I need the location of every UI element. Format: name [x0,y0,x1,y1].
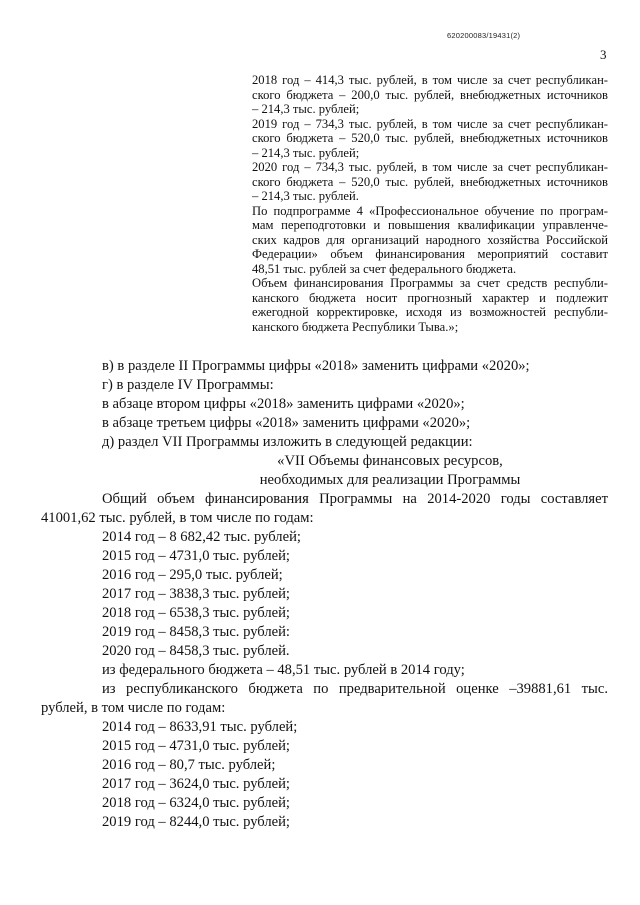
quote-line: ежегодной корректировке, исходя из возможностей республи- [252,305,608,319]
document-body [41,357,608,832]
section-heading-line: необходимых для реализации Программы [259,472,521,488]
body-line: из республиканского бюджета по предварительной оценке –39881,61 тыс. [102,681,608,697]
body-line: 2016 год – 80,7 тыс. рублей; [102,757,276,773]
body-line: 2018 год – 6538,3 тыс. рублей; [102,605,290,621]
quote-line: 48,51 тыс. рублей за счет федерального бюджета. [252,261,517,276]
quote-line: По подпрограмме 4 «Профессиональное обучение по програм- [252,203,608,218]
body-line: д) раздел VII Программы изложить в следующей редакции: [102,434,473,450]
body-line: 2019 год – 8458,3 тыс. рублей: [102,624,290,640]
body-line: в абзаце третьем цифры «2018» заменить цифрами «2020»; [102,415,471,431]
body-line: 2018 год – 6324,0 тыс. рублей; [102,795,290,811]
quoted-amendment-block [252,73,608,334]
quote-line: Федерации» объем финансирования мероприятий составит [252,247,608,261]
quote-line: – 214,3 тыс. рублей; [252,102,360,116]
quote-line: ских кадров для организаций народного хозяйства Российской [252,232,608,247]
body-line: 2019 год – 8244,0 тыс. рублей; [102,814,290,830]
quote-line: канского бюджета Республики Тыва.»; [252,319,459,334]
body-line: Общий объем финансирования Программы на 2014-2020 годы составляет [102,491,608,507]
body-line: в) в разделе II Программы цифры «2018» заменить цифрами «2020»; [102,358,530,374]
body-line: 2016 год – 295,0 тыс. рублей; [102,567,283,583]
quote-line: 2019 год – 734,3 тыс. рублей, в том числе за счет республикан- [252,116,608,131]
quote-line: ского бюджета – 200,0 тыс. рублей, внебюджетных источников [252,87,608,102]
body-line: 2017 год – 3624,0 тыс. рублей; [102,776,290,792]
quote-line: Объем финансирования Программы за счет средств республи- [252,276,608,290]
body-line: 2014 год – 8 682,42 тыс. рублей; [102,529,301,545]
body-line: 41001,62 тыс. рублей, в том числе по годам: [41,510,314,526]
body-line: г) в разделе IV Программы: [102,377,274,393]
quote-line: ского бюджета – 520,0 тыс. рублей, внебюджетных источников [252,131,608,145]
quote-line: ского бюджета – 520,0 тыс. рублей, внебюджетных источников [252,174,608,189]
section-heading-line: «VII Объемы финансовых ресурсов, [277,453,503,469]
quote-line: – 214,3 тыс. рублей; [252,145,360,160]
document-id: 620200083/19431(2) [447,31,521,40]
body-line: в абзаце втором цифры «2018» заменить цифрами «2020»; [102,396,465,412]
quote-line: канского бюджета носит прогнозный характер и подлежит [252,290,608,305]
body-line: 2015 год – 4731,0 тыс. рублей; [102,548,290,564]
body-line: из федерального бюджета – 48,51 тыс. рублей в 2014 году; [102,662,465,678]
quote-line: 2020 год – 734,3 тыс. рублей, в том числе за счет республикан- [252,160,608,174]
body-line: 2017 год – 3838,3 тыс. рублей; [102,586,290,602]
quote-line: мам переподготовки и повышения квалификации управленче- [252,218,608,232]
page-number: 3 [600,47,607,62]
body-line: 2020 год – 8458,3 тыс. рублей. [102,643,290,659]
body-line: 2015 год – 4731,0 тыс. рублей; [102,738,290,754]
quote-line: 2018 год – 414,3 тыс. рублей, в том числе за счет республикан- [252,73,608,87]
body-line: рублей, в том числе по годам: [41,700,226,716]
body-line: 2014 год – 8633,91 тыс. рублей; [102,719,298,735]
quote-line: – 214,3 тыс. рублей. [252,189,359,203]
